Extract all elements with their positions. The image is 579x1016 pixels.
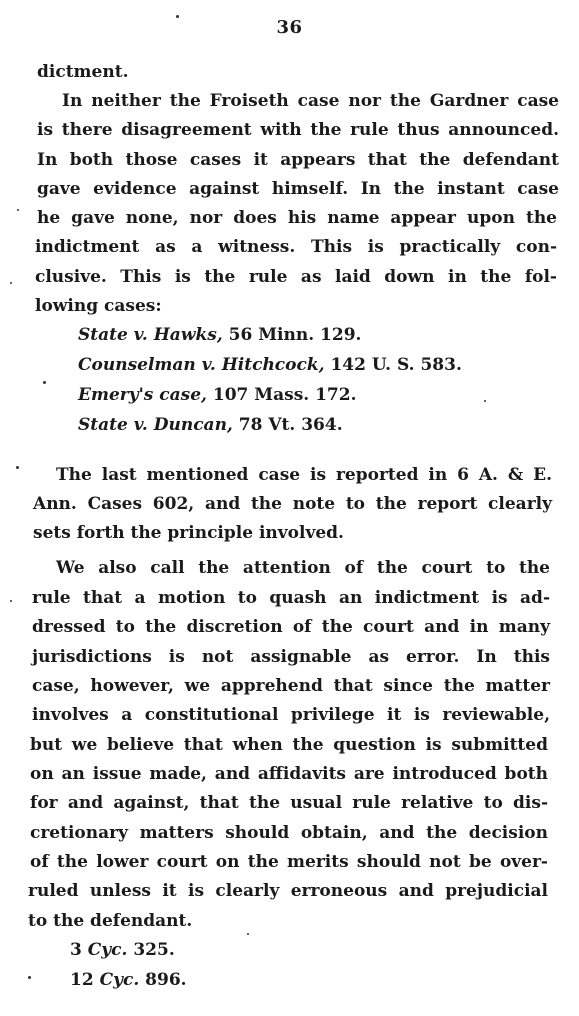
text-line: of the lower court on the merits should not be over- [30,852,548,872]
text-line: to the defendant. [28,911,193,931]
scan-speck [10,282,12,284]
scan-speck [43,381,46,384]
case-name: Emery's case, [78,385,207,405]
text-line: We also call the attention of the court to the [56,558,550,578]
text-line: The last mentioned case is reported in 6 A. & E. [56,465,552,485]
reference-citation [70,970,187,990]
case-cite: 78 Vt. 364. [232,415,343,435]
case-citation [78,415,343,435]
text-line: dictment. [37,62,129,82]
text-line: clusive. This is the rule as laid down in the fol- [35,267,557,287]
text-line: for and against, that the usual rule relative to dis- [30,793,548,813]
reference-citation [70,940,175,960]
scan-speck [247,933,249,935]
reference-page: 325. [127,940,175,960]
text-line: sets forth the principle involved. [33,523,344,543]
case-citation [78,355,462,375]
text-line: ruled unless it is clearly erroneous and prejudicial [28,881,548,901]
case-citation [78,385,357,405]
text-line: cretionary matters should obtain, and the decision [30,823,548,843]
text-line: jurisdictions is not assignable as error. In this [32,647,550,667]
text-line: In both those cases it appears that the defendant [37,150,559,170]
reference-volume: 3 [70,940,88,960]
case-cite: 107 Mass. 172. [206,385,357,405]
text-line: case, however, we apprehend that since the matter [32,676,550,696]
text-line: In neither the Froiseth case nor the Gardner case [62,91,559,111]
text-line: but we believe that when the question is submitted [30,735,548,755]
case-name: Counselman v. Hitchcock, [78,355,325,375]
case-name: State v. Hawks, [78,325,223,345]
text-line: indictment as a witness. This is practically con- [35,237,557,257]
scan-speck [10,600,12,602]
reference-source: Cyc. [87,940,128,960]
text-line: on an issue made, and affidavits are introduced both [30,764,548,784]
scan-speck [484,400,486,402]
text-line: gave evidence against himself. In the instant case [37,179,559,199]
reference-page: 896. [139,970,187,990]
text-line: involves a constitutional privilege it is reviewable, [32,705,550,725]
text-line: lowing cases: [35,296,162,316]
case-citation [78,325,361,345]
case-name: State v. Duncan, [78,415,233,435]
page-number: 36 [276,17,303,38]
text-line: is there disagreement with the rule thus announced. [37,120,559,140]
text-line: he gave none, nor does his name appear upon the [37,208,557,228]
text-line: Ann. Cases 602, and the note to the report clearly [33,494,552,514]
case-cite: 56 Minn. 129. [222,325,362,345]
text-line: rule that a motion to quash an indictment is ad- [32,588,550,608]
scan-speck [17,209,19,211]
reference-volume: 12 [70,970,100,990]
text-line: dressed to the discretion of the court and in many [32,617,550,637]
case-cite: 142 U. S. 583. [324,355,462,375]
reference-source: Cyc. [99,970,140,990]
scan-speck [28,976,31,979]
scan-speck [16,466,19,469]
scan-speck [176,15,179,18]
